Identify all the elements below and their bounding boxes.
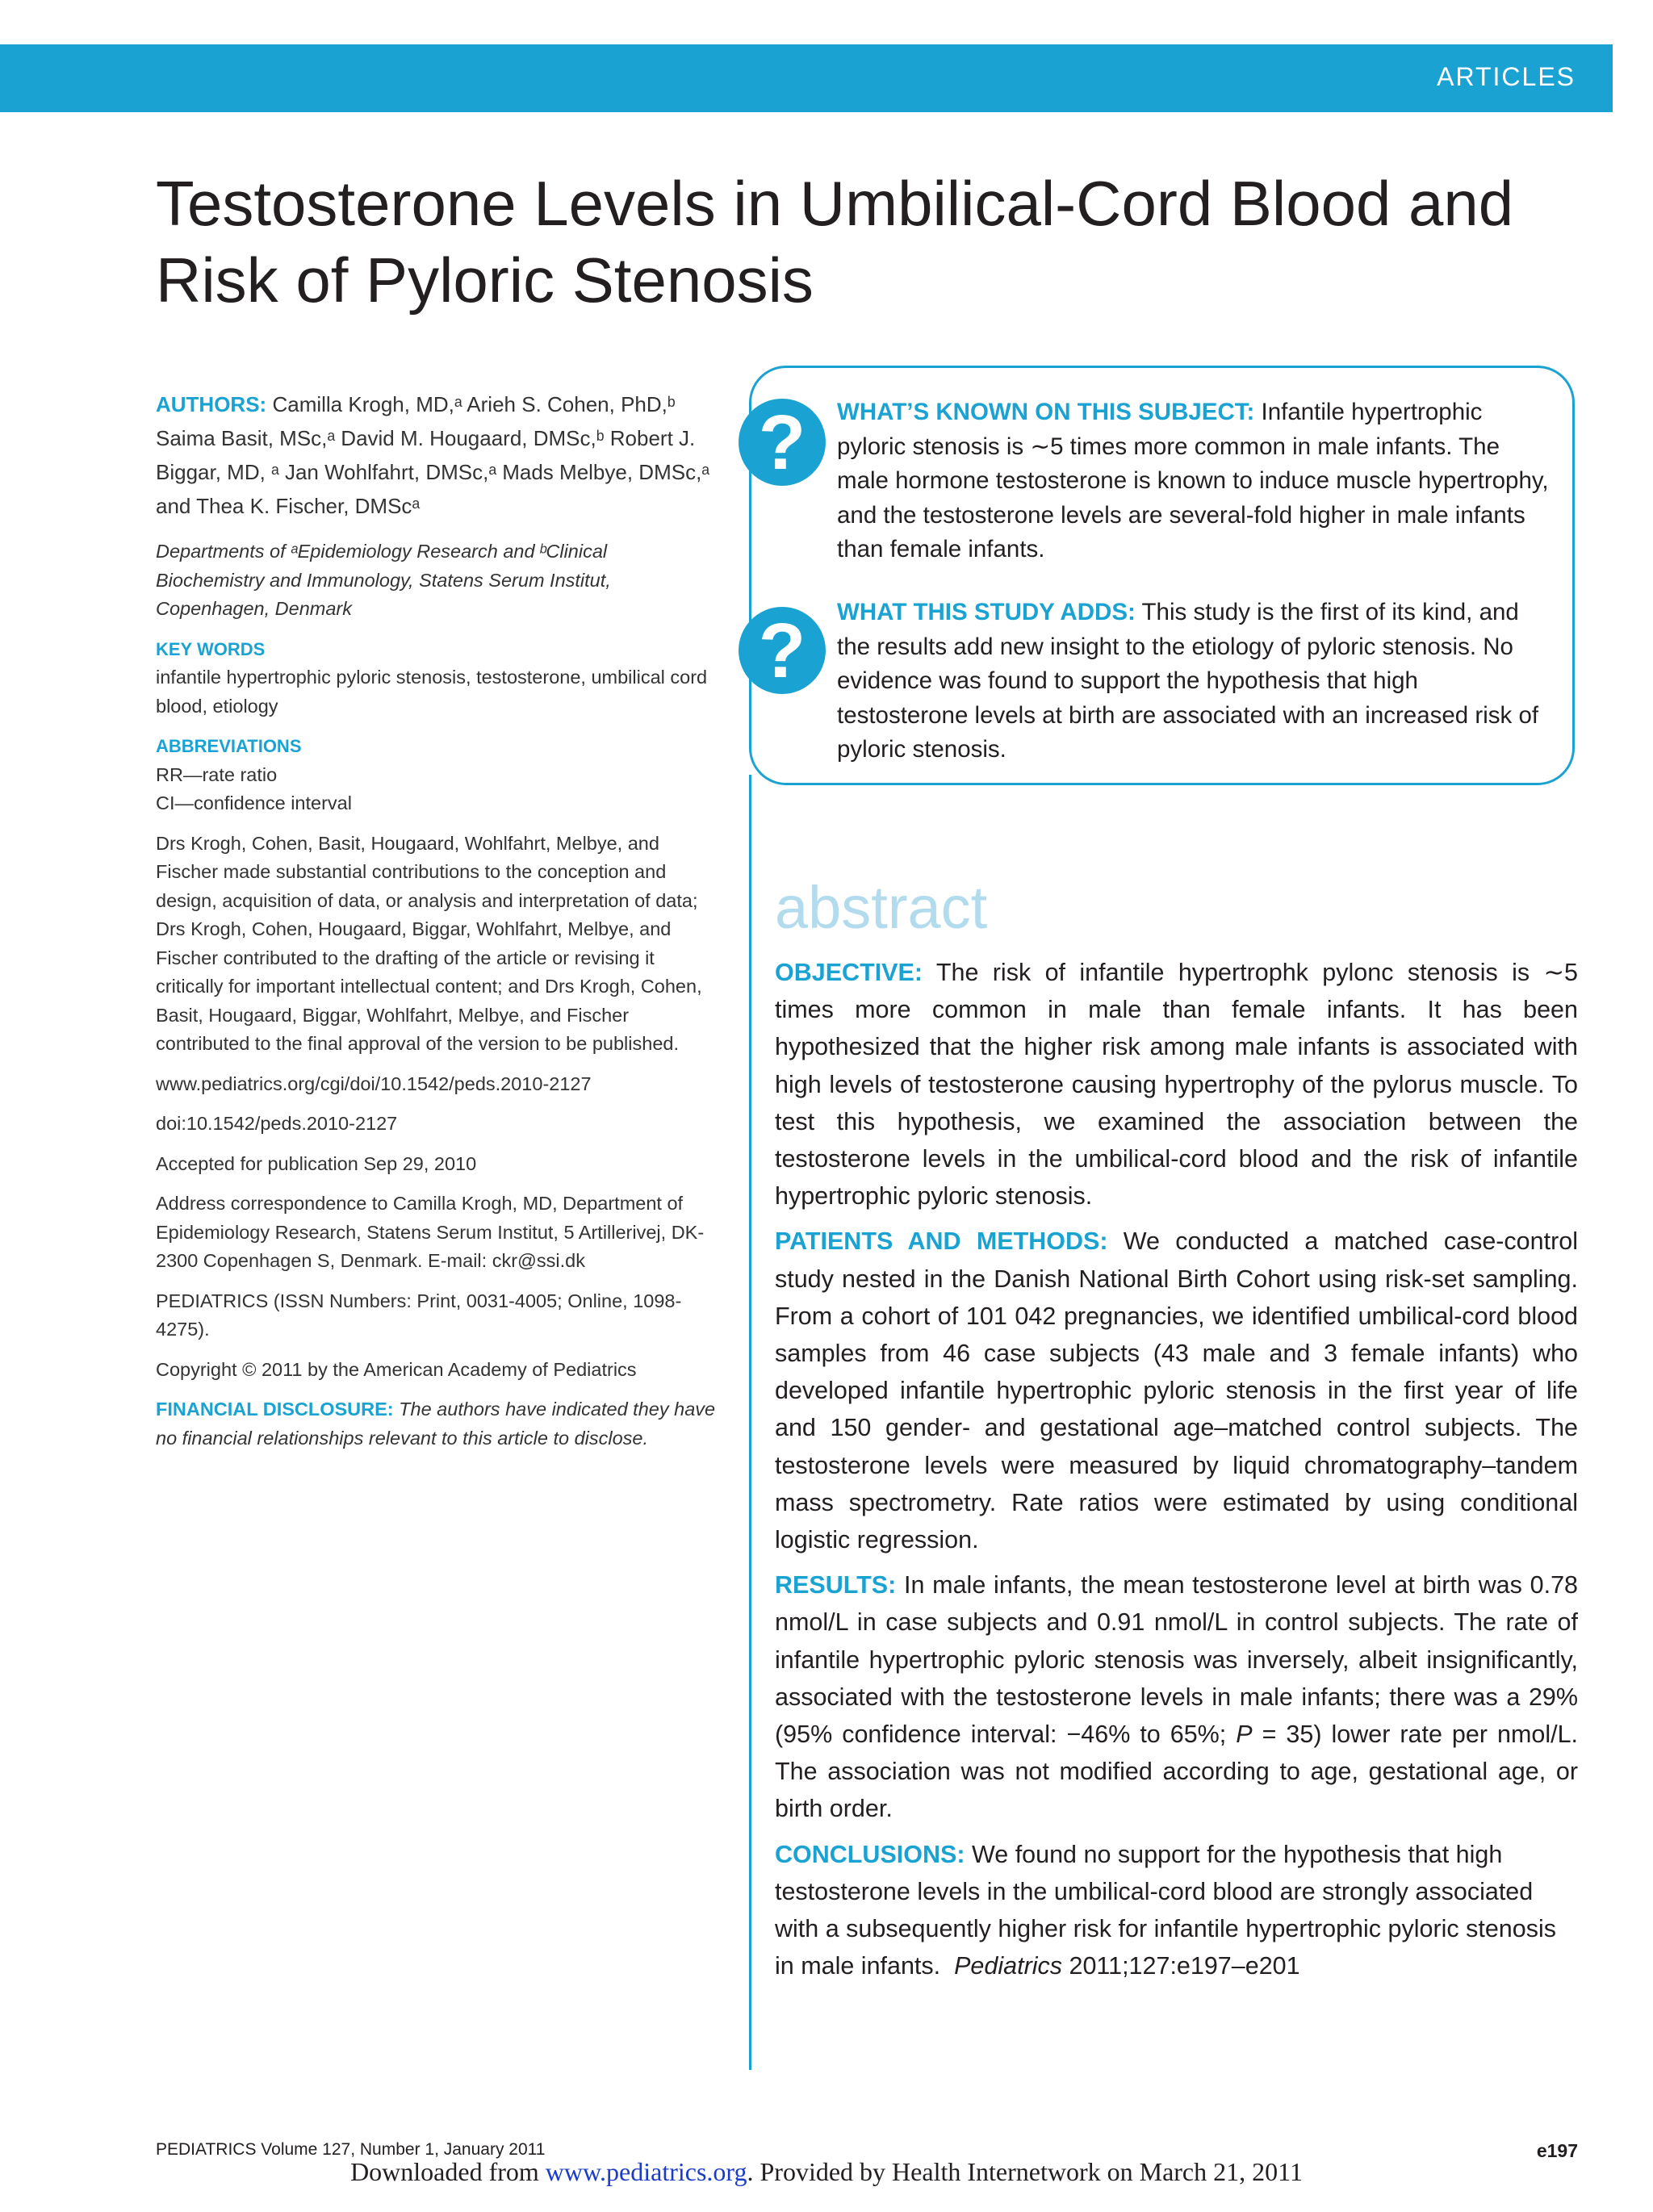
download-suffix: . Provided by Health Internetwork on March 21, 2011 xyxy=(747,2157,1303,2186)
study-adds xyxy=(837,596,1555,767)
abstract-objective xyxy=(775,954,1578,1215)
citation-journal: Pediatrics xyxy=(954,1952,1063,1980)
page-number: e197 xyxy=(1536,2140,1578,2161)
whats-known-text: Infantile hypertrophic pyloric stenosis is ∼5 times more common in male infants. The male hormone testosterone is known to induce muscle hypertrophy, and the testosterone levels are several-fold higher in male infants than female infants. xyxy=(837,399,1549,562)
disclosure-label: FINANCIAL DISCLOSURE: xyxy=(156,1399,394,1420)
question-mark-icon: ? xyxy=(739,399,826,486)
section-header-band xyxy=(0,44,1613,112)
abstract-methods xyxy=(775,1223,1578,1558)
abbreviations xyxy=(156,732,721,818)
abstract-conclusions xyxy=(775,1836,1578,1985)
results-label: RESULTS: xyxy=(775,1571,897,1599)
key-words-text: infantile hypertrophic pyloric stenosis, testosterone, umbilical cord blood, etiology xyxy=(156,667,708,717)
download-notice xyxy=(0,2157,1653,2187)
abbreviations-label: ABBREVIATIONS xyxy=(156,736,302,756)
methods-label: PATIENTS AND METHODS: xyxy=(775,1227,1108,1256)
abstract-body xyxy=(775,954,1578,1992)
citation-rest: 2011;127:e197–e201 xyxy=(1069,1952,1300,1980)
journal-info: PEDIATRICS Volume 127, Number 1, January 2011 xyxy=(156,2140,546,2159)
doi: doi:10.1542/peds.2010-2127 xyxy=(156,1113,398,1134)
download-prefix: Downloaded from xyxy=(350,2157,539,2186)
section-label: ARTICLES xyxy=(1437,62,1576,91)
column-divider xyxy=(749,775,751,2070)
objective-label: OBJECTIVE: xyxy=(775,959,923,986)
disclosure-text: The authors have indicated they have no financial relationships relevant to this article to disclose. xyxy=(156,1399,716,1449)
conclusions-text: We found no support for the hypothesis that high testosterone levels in the umbilical-cord blood are strongly associated with a subsequently higher risk for infantile hypertrophic pyloric stenosis in male infants. xyxy=(775,1840,1557,1980)
abbrev-rr: RR—rate ratio xyxy=(156,763,278,785)
contributions: Drs Krogh, Cohen, Basit, Hougaard, Wohlfahrt, Melbye, and Fischer made substantial contributions to the conception and design, acquisition of data, or analysis and interpretation of data; Drs Krogh, Cohen, Hougaard, Biggar, Wohlfahrt, Melbye, and Fischer contributed to the drafting of the article or revising it critically for important intellectual content; and Drs Krogh, Cohen, Basit, Hougaard, Biggar, Wohlfahrt, Melbye, and Fischer contributed to the final approval of the version to be published. xyxy=(156,832,702,1054)
results-text-b: = 35) lower rate per nmol/L. The association was not modified according to age, gestational age, or birth order. xyxy=(775,1721,1579,1823)
download-link[interactable]: www.pediatrics.org xyxy=(545,2157,747,2186)
article-title: Testosterone Levels in Umbilical-Cord Blood and Risk of Pyloric Stenosis xyxy=(156,168,1514,316)
left-column xyxy=(156,387,721,1464)
key-words xyxy=(156,635,721,721)
issn: PEDIATRICS (ISSN Numbers: Print, 0031-4005; Online, 1098-4275). xyxy=(156,1290,682,1340)
abstract-heading: abstract xyxy=(775,874,988,941)
summary-box xyxy=(749,366,1575,785)
article-url[interactable]: www.pediatrics.org/cgi/doi/10.1542/peds.2010-2127 xyxy=(156,1073,592,1094)
whats-known-label: WHAT’S KNOWN ON THIS SUBJECT: xyxy=(837,399,1255,425)
accepted-date: Accepted for publication Sep 29, 2010 xyxy=(156,1152,477,1174)
methods-text: We conducted a matched case-control study nested in the Danish National Birth Cohort using risk-set sampling. From a cohort of 101 042 pregnancies, we identified umbilical-cord blood samples from 46 case subjects (43 male and 3 female infants) who developed infantile hypertrophic pyloric stenosis in the first year of life and 150 gender- and gestational age–matched control subjects. The testosterone levels were measured by liquid chromatography–tandem mass spectrometry. Rate ratios were estimated by using conditional logistic regression. xyxy=(775,1227,1578,1554)
conclusions-label: CONCLUSIONS: xyxy=(775,1840,965,1868)
abbrev-ci: CI—confidence interval xyxy=(156,792,352,813)
question-mark-icon: ? xyxy=(739,607,826,694)
results-p-symbol: P xyxy=(1236,1721,1253,1749)
authors xyxy=(156,387,721,523)
financial-disclosure xyxy=(156,1395,721,1453)
study-adds-text: This study is the first of its kind, and the results add new insight to the etiology of pyloric stenosis. No evidence was found to support the hypothesis that high testosterone levels at birth are associated with an increased risk of pyloric stenosis. xyxy=(837,599,1539,763)
results-text-a: In male infants, the mean testosterone level at birth was 0.78 nmol/L in case subjects and 0.91 nmol/L in control subjects. The rate of infantile hypertrophic pyloric stenosis was inversely, albeit insignificantly, associated with the testosterone levels in male infants; there was a 29% (95% confidence interval: −46% to 65%; xyxy=(775,1571,1578,1749)
copyright: Copyright © 2011 by the American Academy of Pediatrics xyxy=(156,1358,637,1380)
objective-text: The risk of infantile hypertrophk pylonc stenosis is ∼5 times more common in male than female infants. It has been hypothesized that the higher risk among male infants is associated with high levels of testosterone causing hypertrophy of the pylorus muscle. To test this hypothesis, we examined the association between the testosterone levels in the umbilical-cord blood and the risk of infantile hypertrophic pyloric stenosis. xyxy=(775,959,1578,1211)
affiliations: Departments of ᵃEpidemiology Research and ᵇClinical Biochemistry and Immunology, Statens Serum Institut, Copenhagen, Denmark xyxy=(156,541,611,619)
abstract-results xyxy=(775,1566,1578,1827)
authors-label: AUTHORS: xyxy=(156,392,267,416)
study-adds-label: WHAT THIS STUDY ADDS: xyxy=(837,599,1136,625)
whats-known xyxy=(837,395,1555,567)
key-words-label: KEY WORDS xyxy=(156,638,266,659)
correspondence: Address correspondence to Camilla Krogh, MD, Department of Epidemiology Research, Statens Serum Institut, 5 Artillerivej, DK-2300 Copenhagen S, Denmark. E-mail: ckr@ssi.dk xyxy=(156,1193,705,1271)
authors-list: Camilla Krogh, MD,ᵃ Arieh S. Cohen, PhD,ᵇ Saima Basit, MSc,ᵃ David M. Hougaard, DMSc,ᵇ Robert J. Biggar, MD, ᵃ Jan Wohlfahrt, DMSc,ᵃ Mads Melbye, DMSc,ᵃ and Thea K. Fischer, DMScᵃ xyxy=(156,392,709,518)
